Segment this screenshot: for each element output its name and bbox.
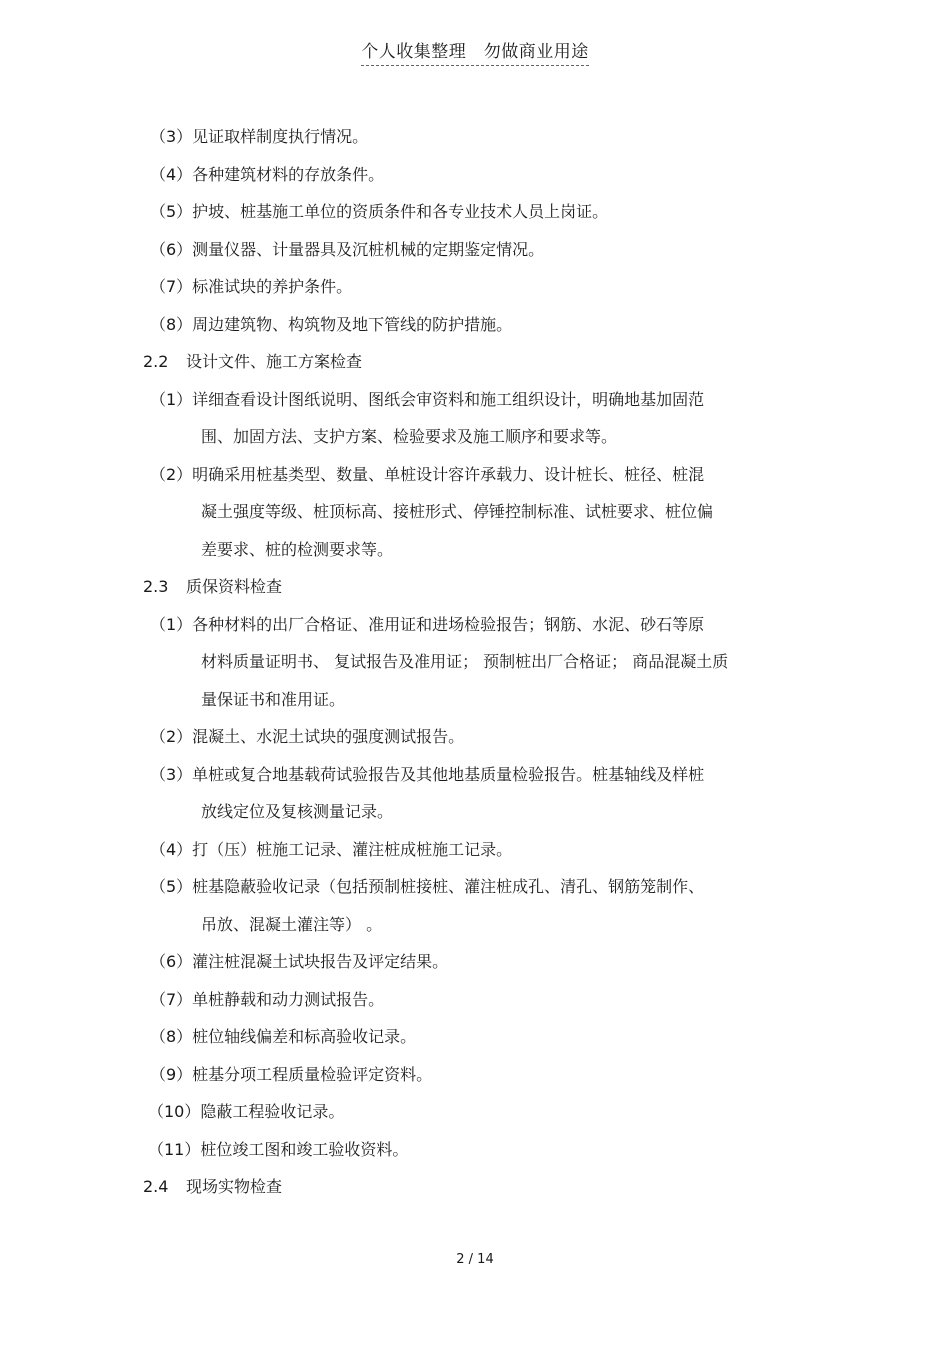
list-item: （4）各种建筑材料的存放条件。 [150,164,385,184]
section-title: 质保资料检查 [186,577,283,596]
list-item: （7）标准试块的养护条件。 [150,277,353,296]
list-item-continuation: 凝土强度等级、桩顶标高、接桩形式、停锤控制标准、试桩要求、桩位偏 [201,502,714,521]
list-item: （8）桩位轴线偏差和标高验收记录。 [150,1027,417,1046]
list-item: （3）单桩或复合地基载荷试验报告及其他地基质量检验报告。桩基轴线及样桩 [150,764,705,784]
section-title: 现场实物检查 [186,1177,283,1196]
section-number: 2.2 [143,352,169,371]
list-item-continuation: 差要求、桩的检测要求等。 [201,539,394,559]
list-item: （6）灌注桩混凝土试块报告及评定结果。 [150,952,449,971]
section-heading [143,343,362,381]
list-item: （3）见证取样制度执行情况。 [150,127,369,146]
section-title: 设计文件、施工方案检查 [186,352,363,371]
list-item: （6）测量仪器、计量器具及沉桩机械的定期鉴定情况。 [150,239,545,259]
list-item: （4）打（压）桩施工记录、灌注桩成桩施工记录。 [150,839,513,859]
section-heading [143,1168,282,1206]
list-item: （2）混凝土、水泥土试块的强度测试报告。 [150,727,465,746]
section-number: 2.4 [143,1177,169,1196]
list-item-continuation: 吊放、混凝土灌注等） 。 [201,914,383,934]
list-item-continuation: 量保证书和准用证。 [201,689,346,709]
list-item: （1）详细查看设计图纸说明、图纸会审资料和施工组织设计，明确地基加固范 [150,389,705,409]
list-item-continuation: 放线定位及复核测量记录。 [201,802,394,821]
list-item: （5）桩基隐蔽验收记录（包括预制桩接桩、灌注桩成孔、清孔、钢筋笼制作、 [150,877,705,896]
list-item: （2）明确采用桩基类型、数量、单桩设计容许承载力、设计桩长、桩径、桩混 [150,464,705,484]
list-item: （8）周边建筑物、构筑物及地下管线的防护措施。 [150,314,513,334]
list-item-continuation: 材料质量证明书、 复试报告及准用证； 预制桩出厂合格证； 商品混凝土质 [201,652,729,671]
page-footer [0,1250,950,1270]
header-text: 个人收集整理 勿做商业用途 [361,40,589,66]
section-number: 2.3 [143,577,169,596]
list-item: （1）各种材料的出厂合格证、准用证和进场检验报告；钢筋、水泥、砂石等原 [150,614,705,634]
section-heading [143,568,282,606]
list-item: （5）护坡、桩基施工单位的资质条件和各专业技术人员上岗证。 [150,202,609,221]
page-number: 2 / 14 [456,1252,494,1267]
list-item: （11）桩位竣工图和竣工验收资料。 [148,1139,409,1159]
page-header [0,40,950,66]
list-item: （7）单桩静载和动力测试报告。 [150,989,385,1009]
list-item: （9）桩基分项工程质量检验评定资料。 [150,1064,433,1084]
list-item-continuation: 围、加固方法、支护方案、检验要求及施工顺序和要求等。 [201,427,618,446]
list-item: （10）隐蔽工程验收记录。 [148,1102,345,1121]
